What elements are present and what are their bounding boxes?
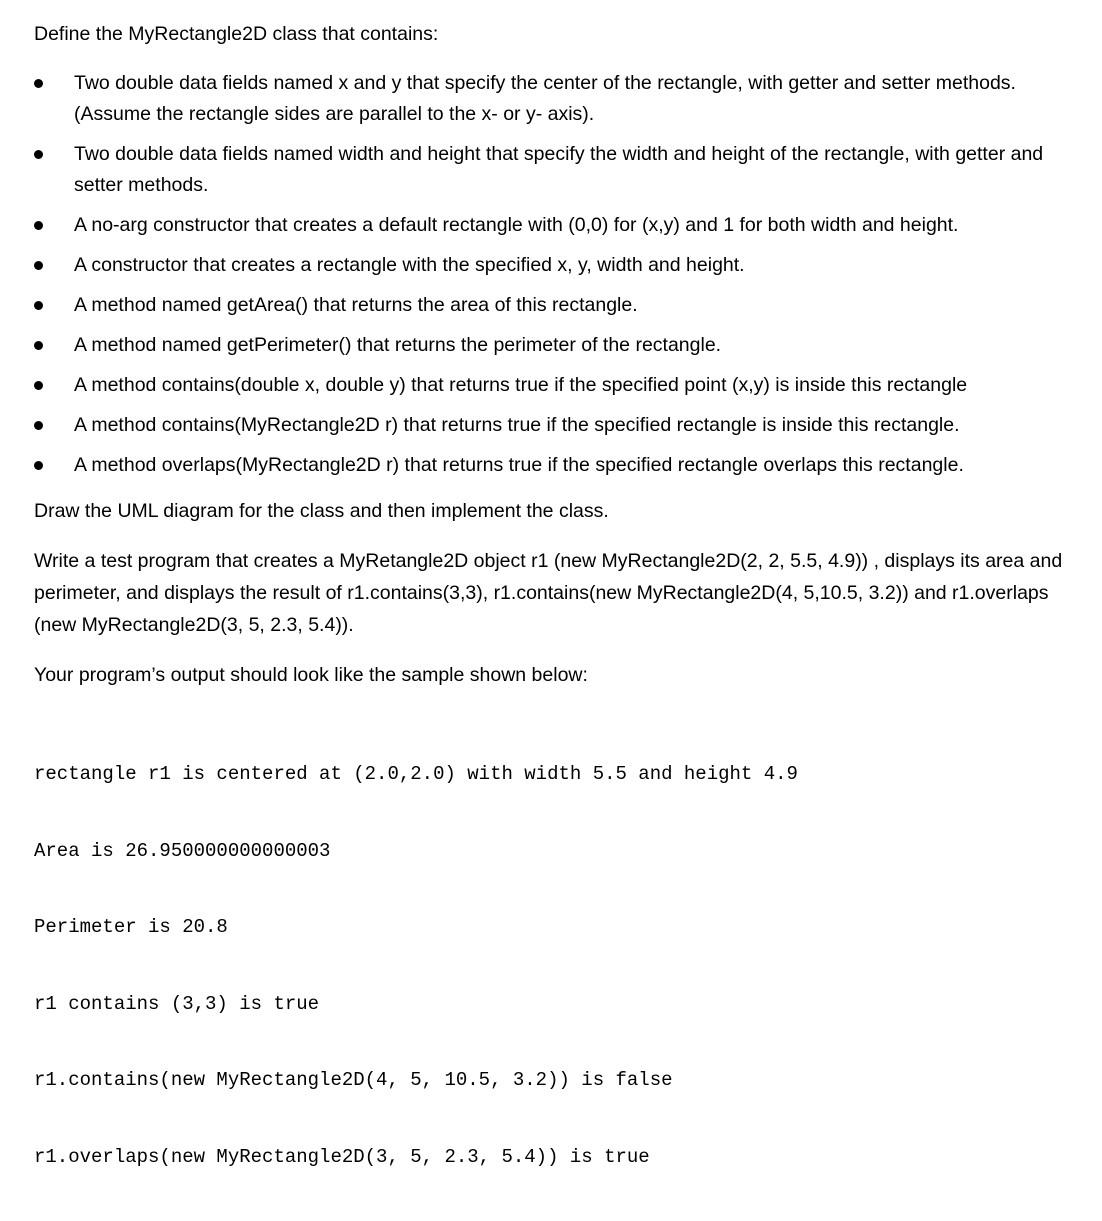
list-item <box>34 290 1084 321</box>
uml-instruction: Draw the UML diagram for the class and then implement the class. <box>34 500 609 522</box>
bullet-icon <box>34 461 43 470</box>
bullet-icon <box>34 341 43 350</box>
list-item <box>34 330 1084 361</box>
list-item-text: Two double data fields named x and y that specify the center of the rectangle, with getter and setter methods. (Assume the rectangle sides are parallel to the x- or y- axis). <box>74 72 1016 125</box>
output-instruction: Your program’s output should look like the sample shown below: <box>34 664 588 686</box>
list-item-text: A no-arg constructor that creates a default rectangle with (0,0) for (x,y) and 1 for both width and height. <box>74 214 959 236</box>
bullet-icon <box>34 150 43 159</box>
list-item <box>34 68 1084 130</box>
list-item-text: A method named getArea() that returns the area of this rectangle. <box>74 294 638 316</box>
code-line: r1 contains (3,3) is true <box>34 992 320 1015</box>
code-line: rectangle r1 is centered at (2.0,2.0) with width 5.5 and height 4.9 <box>34 763 798 785</box>
bullet-icon <box>34 221 43 230</box>
bullet-icon <box>34 301 43 310</box>
list-item-text: A method contains(double x, double y) that returns true if the specified point (x,y) is inside this rectangle <box>74 374 968 396</box>
bullet-icon <box>34 261 43 270</box>
heading: Define the MyRectangle2D class that contains: <box>34 23 439 45</box>
list-item-text: A method named getPerimeter() that returns the perimeter of the rectangle. <box>74 334 722 356</box>
requirements-list <box>34 68 1084 481</box>
bullet-icon <box>34 421 43 430</box>
document-page <box>34 18 1084 1221</box>
test-instruction: Write a test program that creates a MyRetangle2D object r1 (new MyRectangle2D(2, 2, 5.5, 4.9)) , displays its area and perimeter, and displays the result of r1.contains(3,3), r1.contains(new MyRectangle2D(4, 5,10.5, 3.2)) and r1.overlaps (new MyRectangle2D(3, 5, 2.3, 5.4)). <box>34 550 1063 636</box>
code-line: Area is 26.950000000000003 <box>34 839 331 862</box>
list-item <box>34 410 1084 441</box>
list-item-text: A method contains(MyRectangle2D r) that returns true if the specified rectangle is inside this rectangle. <box>74 414 960 436</box>
list-item <box>34 250 1084 281</box>
list-item <box>34 139 1084 201</box>
code-line: r1.contains(new MyRectangle2D(4, 5, 10.5, 3.2)) is false <box>34 1069 673 1091</box>
list-item-text: A method overlaps(MyRectangle2D r) that returns true if the specified rectangle overlaps this rectangle. <box>74 454 964 476</box>
list-item-text: A constructor that creates a rectangle with the specified x, y, width and height. <box>74 254 745 276</box>
list-item <box>34 210 1084 241</box>
list-item-text: Two double data fields named width and height that specify the width and height of the rectangle, with getter and setter methods. <box>74 143 1044 196</box>
code-line: r1.overlaps(new MyRectangle2D(3, 5, 2.3, 5.4)) is true <box>34 1145 650 1168</box>
list-item <box>34 370 1084 401</box>
bullet-icon <box>34 79 43 88</box>
sample-output-block <box>34 711 1084 1221</box>
list-item <box>34 450 1084 481</box>
code-line: Perimeter is 20.8 <box>34 916 228 938</box>
bullet-icon <box>34 381 43 390</box>
